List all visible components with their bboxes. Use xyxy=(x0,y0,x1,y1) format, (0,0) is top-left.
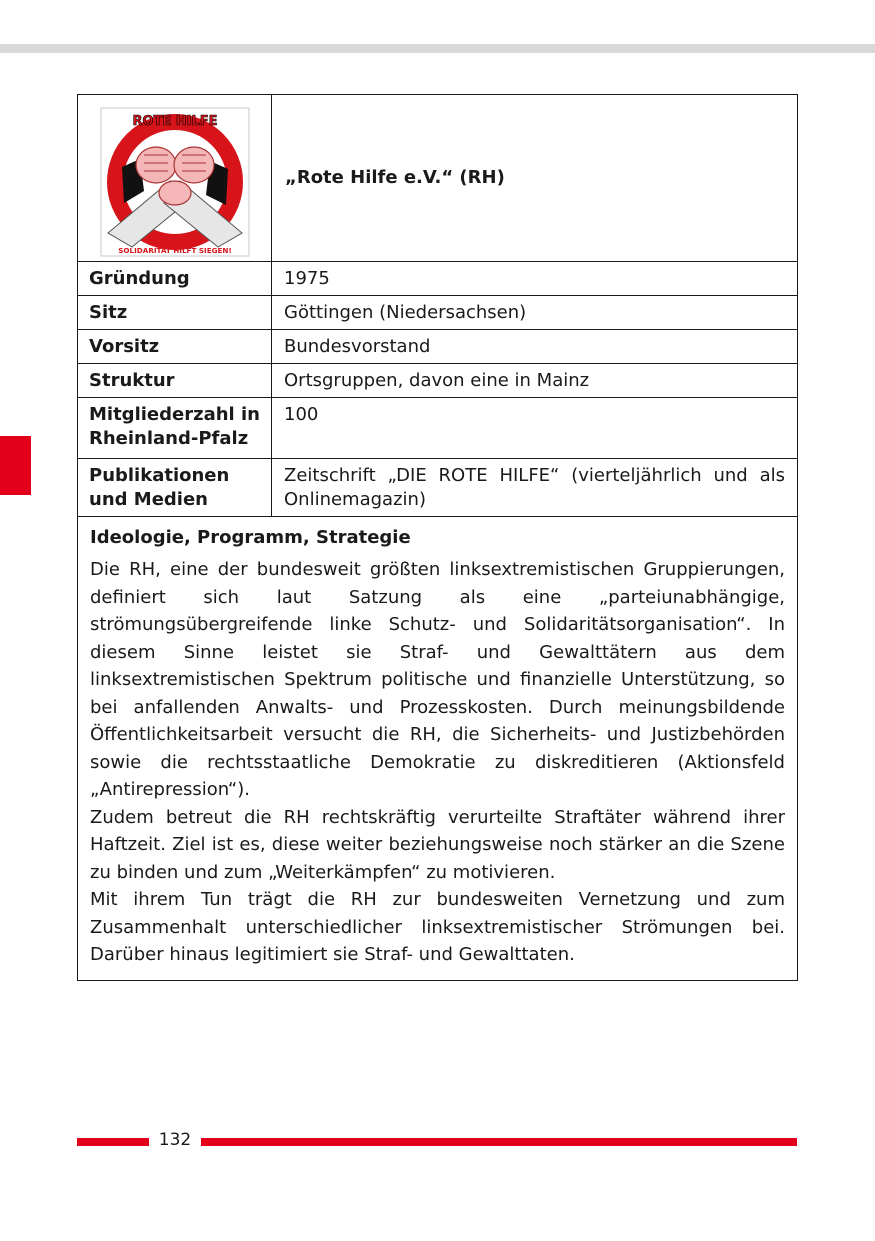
footer-rule-right xyxy=(201,1138,797,1146)
page-number: 132 xyxy=(158,1130,192,1150)
fact-row-seat xyxy=(78,296,798,330)
fact-row-publications xyxy=(78,459,798,517)
ideology-paragraph: Mit ihrem Tun trägt die RH zur bundesweiten Vernetzung und zum Zusammenhalt unterschiedlicher linksextremistischer Strömungen bei. Darüber hinaus legitimiert sie Straf- und Gewalttaten. xyxy=(90,889,785,965)
fact-label: Sitz xyxy=(78,296,272,330)
organization-profile-table xyxy=(77,94,798,981)
fact-value: Göttingen (Niedersachsen) xyxy=(272,296,798,330)
organization-title: „Rote Hilfe e.V.“ (RH) xyxy=(272,95,798,262)
top-rule xyxy=(0,44,875,53)
rote-hilfe-logo xyxy=(100,107,250,257)
ideology-row xyxy=(78,517,798,981)
fact-value: 1975 xyxy=(272,262,798,296)
footer-rule-left xyxy=(77,1138,149,1146)
fact-row-chair xyxy=(78,330,798,364)
fact-label: Vorsitz xyxy=(78,330,272,364)
ideology-section xyxy=(78,517,798,981)
logo-cell xyxy=(78,95,272,262)
fact-label: Publikationen und Medien xyxy=(78,459,272,517)
fact-row-members xyxy=(78,398,798,459)
fact-label: Struktur xyxy=(78,364,272,398)
side-tab-marker xyxy=(0,436,31,495)
ideology-heading: Ideologie, Programm, Strategie xyxy=(90,527,411,548)
fact-value: Ortsgruppen, davon eine in Mainz xyxy=(272,364,798,398)
header-row xyxy=(78,95,798,262)
fact-label: Gründung xyxy=(78,262,272,296)
fact-row-structure xyxy=(78,364,798,398)
fact-value: 100 xyxy=(272,398,798,459)
ideology-paragraph: Die RH, eine der bundesweit größten linksextremistischen Gruppierungen, definiert sich laut Satzung als eine „parteiunabhängige, strömungsübergreifende linke Schutz- und Solidaritätsorganisation“. In diesem Sinne leistet sie Straf- und Gewalttätern aus dem linksextremistischen Spektrum politische und finanzielle Unterstützung, so bei anfallenden Anwalts- und Prozesskosten. Durch meinungsbildende Öffentlichkeitsarbeit versucht die RH, die Sicherheits- und Justizbehörden sowie die rechtsstaatliche Demokratie zu diskreditieren (Aktionsfeld „Antirepression“). xyxy=(90,559,785,800)
logo-bottom-text: SOLIDARITÄT HILFT SIEGEN! xyxy=(117,246,232,255)
fact-label: Mitgliederzahl in Rheinland-Pfalz xyxy=(78,398,272,459)
fact-value: Bundesvorstand xyxy=(272,330,798,364)
fact-value: Zeitschrift „DIE ROTE HILFE“ (vierteljährlich und als Onlinemagazin) xyxy=(272,459,798,517)
fact-row-founding xyxy=(78,262,798,296)
ideology-paragraph: Zudem betreut die RH rechtskräftig verurteilte Straftäter während ihrer Haftzeit. Ziel ist es, diese weiter beziehungsweise noch stärker an die Szene zu binden und zum „Weiterkämpfen“ zu motivieren. xyxy=(90,806,785,883)
logo-top-text: ROTE HILFE xyxy=(131,114,218,129)
